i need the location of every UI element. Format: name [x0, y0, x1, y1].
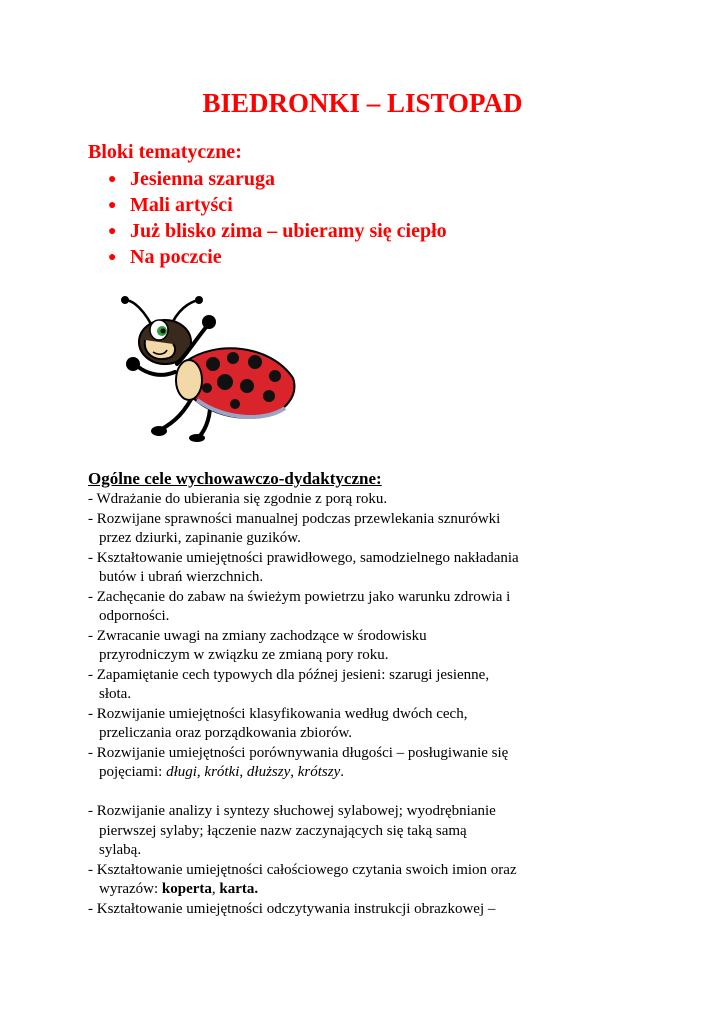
page-title: BIEDRONKI – LISTOPAD — [202, 88, 523, 118]
term: długi — [166, 764, 197, 780]
goal-item — [88, 900, 648, 920]
term: dłuższy — [246, 764, 291, 780]
block-item — [108, 192, 447, 218]
block-item-label: Jesienna szaruga — [130, 168, 275, 190]
goal-line: - Rozwijanie umiejętności klasyfikowania według dwóch cech, — [88, 705, 468, 722]
goal-line: przeliczania oraz porządkowania zbiorów. — [99, 725, 353, 741]
bullet-icon: ● — [108, 250, 117, 265]
goal-item — [88, 510, 648, 549]
goal-line: butów i ubrań wierzchnich. — [99, 569, 264, 585]
block-item-label: Na poczcie — [130, 246, 222, 268]
goal-line: sylabą. — [99, 842, 142, 858]
goal-line — [88, 880, 648, 900]
block-item — [108, 218, 447, 244]
goal-line: przyrodniczym w związku ze zmianą pory roku. — [99, 647, 389, 663]
block-item — [108, 244, 447, 270]
goal-item — [88, 588, 648, 627]
separator: , — [196, 764, 205, 780]
word: koperta — [161, 881, 212, 897]
separator: , — [290, 764, 298, 780]
goal-line: przez dziurki, zapinanie guzików. — [99, 530, 301, 546]
goal-line — [88, 763, 648, 783]
goal-item — [88, 705, 648, 744]
goal-line: - Kształtowanie umiejętności prawidłowego, samodzielnego nakładania — [88, 549, 519, 566]
goal-line: - Kształtowanie umiejętności całościowego czytania swoich imion oraz — [88, 861, 517, 878]
goal-item — [88, 490, 648, 510]
spacer — [88, 783, 648, 803]
goal-item — [88, 744, 648, 783]
separator: , — [239, 764, 247, 780]
goal-line: - Zachęcanie do zabaw na świeżym powietrzu jako warunku zdrowia i — [88, 588, 511, 605]
goal-line: odporności. — [99, 608, 170, 624]
blocks-list — [108, 166, 447, 270]
goal-item — [88, 549, 648, 588]
goal-item — [88, 627, 648, 666]
goal-text: pojęciami: — [99, 764, 167, 780]
ladybug-illustration — [115, 292, 300, 442]
goal-line: - Zwracanie uwagi na zmiany zachodzące w środowisku — [88, 627, 427, 644]
term: krótki — [204, 764, 240, 780]
goal-text: wyrazów: — [99, 881, 162, 897]
goal-line: - Zapamiętanie cech typowych dla późnej jesieni: szarugi jesienne, — [88, 666, 490, 683]
block-item-label: Mali artyści — [130, 194, 233, 216]
goal-line: - Kształtowanie umiejętności odczytywania instrukcji obrazkowej – — [88, 900, 496, 917]
bullet-icon: ● — [108, 198, 117, 213]
block-item — [108, 166, 447, 192]
goal-line: - Rozwijanie analizy i syntezy słuchowej sylabowej; wyodrębnianie — [88, 803, 496, 819]
goals-heading: Ogólne cele wychowawczo-dydaktyczne: — [88, 469, 382, 488]
separator: , — [211, 881, 220, 897]
goal-item — [88, 861, 648, 900]
bullet-icon: ● — [108, 224, 117, 239]
block-item-label: Już blisko zima – ubieramy się ciepło — [130, 220, 447, 242]
goal-text: . — [340, 764, 344, 780]
goal-line: pierwszej sylaby; łączenie nazw zaczynających się taką samą — [99, 822, 467, 839]
goal-line: słota. — [99, 686, 132, 702]
goal-line: - Rozwijane sprawności manualnej podczas przewlekania sznurówki — [88, 510, 501, 527]
goal-item — [88, 666, 648, 705]
goal-line: - Wdrażanie do ubierania się zgodnie z porą roku. — [88, 491, 388, 507]
term: krótszy — [297, 764, 341, 780]
goal-item — [88, 802, 648, 861]
bullet-icon: ● — [108, 172, 117, 187]
word: karta. — [219, 881, 259, 897]
blocks-heading: Bloki tematyczne: — [88, 141, 242, 163]
goal-line: - Rozwijanie umiejętności porównywania długości – posługiwanie się — [88, 744, 509, 761]
goals-list — [88, 490, 648, 919]
